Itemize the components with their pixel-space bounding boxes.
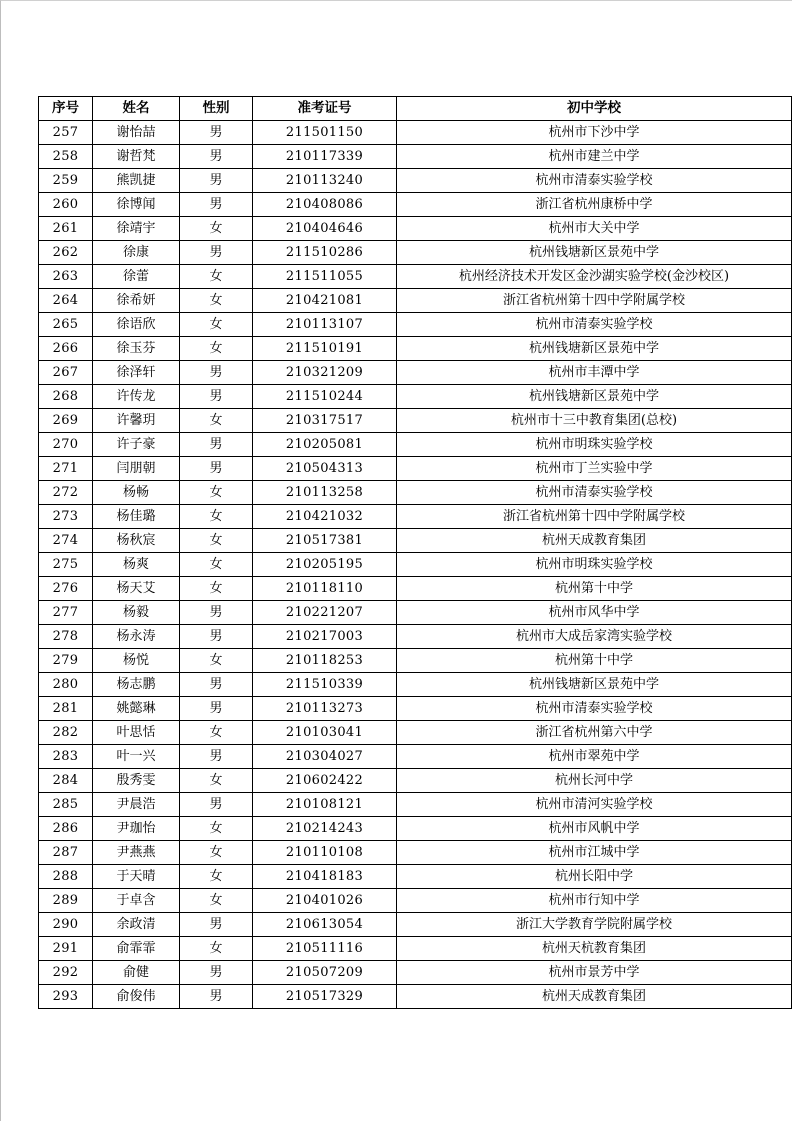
cell-exam-id: 210113107 [253,313,397,337]
table-row [39,673,792,697]
cell-gender: 男 [180,361,253,385]
cell-school: 杭州市清泰实验学校 [397,313,792,337]
cell-name: 杨秋宸 [93,529,180,553]
cell-exam-id: 210317517 [253,409,397,433]
cell-no: 285 [39,793,93,817]
cell-gender: 女 [180,889,253,913]
cell-exam-id: 210507209 [253,961,397,985]
header-school: 初中学校 [397,97,792,121]
table-row [39,985,792,1009]
cell-name: 徐蕾 [93,265,180,289]
cell-exam-id: 210118253 [253,649,397,673]
table-row [39,937,792,961]
cell-name: 杨毅 [93,601,180,625]
cell-name: 叶一兴 [93,745,180,769]
cell-name: 杨悦 [93,649,180,673]
cell-gender: 男 [180,793,253,817]
cell-no: 266 [39,337,93,361]
cell-school: 杭州市十三中教育集团(总校) [397,409,792,433]
cell-no: 292 [39,961,93,985]
table-row [39,889,792,913]
cell-exam-id: 210113258 [253,481,397,505]
header-no: 序号 [39,97,93,121]
header-exam-id: 准考证号 [253,97,397,121]
cell-school: 杭州天杭教育集团 [397,937,792,961]
cell-name: 徐玉芬 [93,337,180,361]
table-row [39,625,792,649]
cell-school: 杭州第十中学 [397,577,792,601]
cell-gender: 男 [180,121,253,145]
cell-gender: 女 [180,721,253,745]
cell-exam-id: 210113273 [253,697,397,721]
cell-name: 徐康 [93,241,180,265]
cell-exam-id: 210108121 [253,793,397,817]
cell-no: 268 [39,385,93,409]
cell-gender: 女 [180,769,253,793]
table-row [39,865,792,889]
table-row [39,529,792,553]
table-header [39,97,792,121]
table-row [39,601,792,625]
cell-school: 杭州市清泰实验学校 [397,697,792,721]
cell-school: 杭州市风帆中学 [397,817,792,841]
cell-no: 281 [39,697,93,721]
cell-school: 杭州长河中学 [397,769,792,793]
cell-school: 杭州市明珠实验学校 [397,433,792,457]
cell-name: 俞霏霏 [93,937,180,961]
table-row [39,769,792,793]
cell-no: 259 [39,169,93,193]
cell-name: 熊凯捷 [93,169,180,193]
cell-no: 276 [39,577,93,601]
table-body [39,121,792,1009]
table-row [39,433,792,457]
cell-name: 徐博闻 [93,193,180,217]
cell-no: 289 [39,889,93,913]
table-row [39,457,792,481]
student-roster-table [38,96,792,1009]
cell-no: 264 [39,289,93,313]
table-row [39,697,792,721]
cell-name: 谢怡喆 [93,121,180,145]
cell-gender: 女 [180,313,253,337]
cell-exam-id: 210401026 [253,889,397,913]
cell-name: 许传龙 [93,385,180,409]
table-row [39,841,792,865]
cell-name: 徐靖宇 [93,217,180,241]
cell-gender: 男 [180,433,253,457]
cell-exam-id: 210103041 [253,721,397,745]
table-row [39,961,792,985]
table-row [39,577,792,601]
cell-school: 浙江省杭州康桥中学 [397,193,792,217]
cell-gender: 男 [180,193,253,217]
cell-no: 283 [39,745,93,769]
cell-exam-id: 210221207 [253,601,397,625]
cell-school: 杭州长阳中学 [397,865,792,889]
table-row [39,361,792,385]
cell-no: 263 [39,265,93,289]
cell-gender: 女 [180,505,253,529]
cell-name: 俞健 [93,961,180,985]
cell-school: 杭州钱塘新区景苑中学 [397,241,792,265]
cell-exam-id: 210321209 [253,361,397,385]
cell-name: 徐语欣 [93,313,180,337]
cell-name: 尹晨浩 [93,793,180,817]
cell-no: 287 [39,841,93,865]
cell-exam-id: 211510286 [253,241,397,265]
cell-exam-id: 210517381 [253,529,397,553]
table-row [39,169,792,193]
table-row [39,553,792,577]
cell-name: 尹燕燕 [93,841,180,865]
cell-exam-id: 211510244 [253,385,397,409]
table-row [39,289,792,313]
cell-school: 杭州钱塘新区景苑中学 [397,385,792,409]
cell-no: 290 [39,913,93,937]
cell-name: 杨爽 [93,553,180,577]
cell-exam-id: 210217003 [253,625,397,649]
cell-no: 262 [39,241,93,265]
table-row [39,337,792,361]
cell-school: 杭州天成教育集团 [397,529,792,553]
cell-gender: 男 [180,601,253,625]
cell-school: 杭州市清泰实验学校 [397,169,792,193]
cell-exam-id: 210602422 [253,769,397,793]
cell-exam-id: 210421032 [253,505,397,529]
cell-name: 杨天艾 [93,577,180,601]
cell-no: 282 [39,721,93,745]
cell-name: 余政清 [93,913,180,937]
cell-exam-id: 210418183 [253,865,397,889]
cell-gender: 男 [180,145,253,169]
cell-school: 杭州市大关中学 [397,217,792,241]
table-row [39,409,792,433]
cell-school: 杭州市翠苑中学 [397,745,792,769]
cell-no: 273 [39,505,93,529]
cell-exam-id: 210421081 [253,289,397,313]
cell-school: 杭州天成教育集团 [397,985,792,1009]
cell-exam-id: 210404646 [253,217,397,241]
table-row [39,745,792,769]
table-row [39,721,792,745]
cell-gender: 男 [180,745,253,769]
cell-gender: 女 [180,289,253,313]
cell-no: 279 [39,649,93,673]
table-row [39,121,792,145]
cell-no: 261 [39,217,93,241]
cell-school: 杭州第十中学 [397,649,792,673]
cell-no: 284 [39,769,93,793]
cell-no: 272 [39,481,93,505]
cell-name: 于天晴 [93,865,180,889]
header-gender: 性别 [180,97,253,121]
cell-no: 291 [39,937,93,961]
cell-school: 杭州市明珠实验学校 [397,553,792,577]
cell-school: 杭州市清河实验学校 [397,793,792,817]
cell-school: 杭州市丁兰实验中学 [397,457,792,481]
cell-no: 258 [39,145,93,169]
cell-name: 俞俊伟 [93,985,180,1009]
table-row [39,913,792,937]
cell-school: 浙江省杭州第十四中学附属学校 [397,289,792,313]
cell-school: 杭州市风华中学 [397,601,792,625]
cell-exam-id: 211501150 [253,121,397,145]
cell-gender: 女 [180,217,253,241]
cell-exam-id: 211510191 [253,337,397,361]
cell-no: 274 [39,529,93,553]
cell-gender: 女 [180,265,253,289]
cell-gender: 男 [180,385,253,409]
cell-exam-id: 210613054 [253,913,397,937]
cell-exam-id: 210504313 [253,457,397,481]
cell-name: 杨畅 [93,481,180,505]
cell-name: 闫朋朝 [93,457,180,481]
table-row [39,241,792,265]
cell-gender: 男 [180,673,253,697]
cell-no: 277 [39,601,93,625]
cell-no: 267 [39,361,93,385]
table-row [39,505,792,529]
cell-name: 徐泽轩 [93,361,180,385]
cell-name: 于卓含 [93,889,180,913]
cell-gender: 女 [180,409,253,433]
cell-gender: 男 [180,697,253,721]
table-row [39,481,792,505]
table-row [39,385,792,409]
cell-school: 杭州市江城中学 [397,841,792,865]
cell-no: 265 [39,313,93,337]
cell-name: 许馨玥 [93,409,180,433]
cell-exam-id: 210117339 [253,145,397,169]
cell-gender: 女 [180,649,253,673]
cell-no: 257 [39,121,93,145]
cell-exam-id: 210205195 [253,553,397,577]
cell-exam-id: 210304027 [253,745,397,769]
cell-school: 浙江省杭州第六中学 [397,721,792,745]
cell-school: 浙江大学教育学院附属学校 [397,913,792,937]
cell-gender: 男 [180,913,253,937]
cell-exam-id: 210205081 [253,433,397,457]
cell-no: 280 [39,673,93,697]
cell-name: 叶思恬 [93,721,180,745]
cell-gender: 女 [180,937,253,961]
cell-no: 288 [39,865,93,889]
cell-school: 杭州市丰潭中学 [397,361,792,385]
cell-name: 谢哲梵 [93,145,180,169]
table-row [39,817,792,841]
cell-school: 杭州市下沙中学 [397,121,792,145]
cell-no: 293 [39,985,93,1009]
cell-gender: 女 [180,481,253,505]
cell-school: 杭州市景芳中学 [397,961,792,985]
cell-name: 杨佳璐 [93,505,180,529]
cell-school: 杭州市大成岳家湾实验学校 [397,625,792,649]
cell-gender: 男 [180,625,253,649]
cell-school: 杭州市建兰中学 [397,145,792,169]
cell-exam-id: 210118110 [253,577,397,601]
cell-gender: 女 [180,817,253,841]
cell-school: 浙江省杭州第十四中学附属学校 [397,505,792,529]
table-row [39,217,792,241]
cell-gender: 女 [180,529,253,553]
table-row [39,265,792,289]
cell-school: 杭州市清泰实验学校 [397,481,792,505]
cell-name: 徐希妍 [93,289,180,313]
cell-name: 姚懿琳 [93,697,180,721]
cell-gender: 男 [180,169,253,193]
cell-name: 杨志鹏 [93,673,180,697]
cell-exam-id: 211510339 [253,673,397,697]
cell-exam-id: 210110108 [253,841,397,865]
table-row [39,793,792,817]
table-row [39,649,792,673]
table-row [39,193,792,217]
header-name: 姓名 [93,97,180,121]
header-row [39,97,792,121]
cell-no: 260 [39,193,93,217]
cell-gender: 男 [180,457,253,481]
cell-name: 殷秀雯 [93,769,180,793]
cell-school: 杭州经济技术开发区金沙湖实验学校(金沙校区) [397,265,792,289]
table-row [39,145,792,169]
cell-no: 270 [39,433,93,457]
cell-gender: 女 [180,553,253,577]
cell-name: 尹珈怡 [93,817,180,841]
cell-exam-id: 210214243 [253,817,397,841]
cell-school: 杭州钱塘新区景苑中学 [397,337,792,361]
cell-school: 杭州市行知中学 [397,889,792,913]
cell-name: 许子豪 [93,433,180,457]
cell-exam-id: 210517329 [253,985,397,1009]
cell-gender: 男 [180,961,253,985]
cell-gender: 女 [180,337,253,361]
cell-gender: 女 [180,841,253,865]
cell-exam-id: 210113240 [253,169,397,193]
table-row [39,313,792,337]
cell-exam-id: 211511055 [253,265,397,289]
cell-gender: 男 [180,985,253,1009]
cell-school: 杭州钱塘新区景苑中学 [397,673,792,697]
cell-no: 275 [39,553,93,577]
cell-no: 278 [39,625,93,649]
cell-exam-id: 210408086 [253,193,397,217]
cell-no: 269 [39,409,93,433]
cell-no: 286 [39,817,93,841]
cell-gender: 女 [180,865,253,889]
cell-exam-id: 210511116 [253,937,397,961]
cell-name: 杨永涛 [93,625,180,649]
cell-gender: 男 [180,241,253,265]
cell-gender: 女 [180,577,253,601]
cell-no: 271 [39,457,93,481]
